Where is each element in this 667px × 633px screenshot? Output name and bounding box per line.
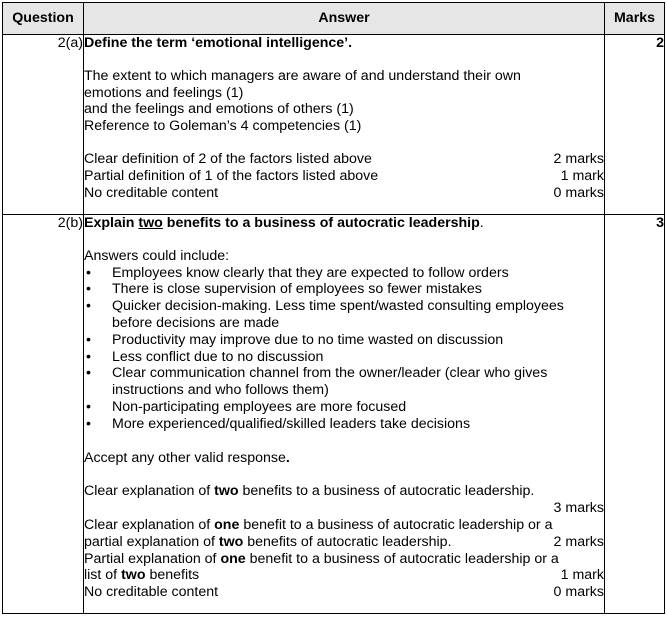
- answer-cell: [84, 35, 605, 215]
- list-item: • Non-participating employees are more focused: [84, 399, 604, 416]
- answer-line: emotions and feelings (1): [84, 84, 244, 101]
- mark-band: [84, 168, 604, 185]
- level-3-descriptor: Clear explanation of two benefits to a business of autocratic leadership.: [84, 483, 535, 500]
- answer-line: and the feelings and emotions of others (1): [84, 101, 354, 118]
- level-2-marks: 2 marks: [553, 533, 604, 550]
- level-3-marks: 3 marks: [553, 500, 604, 517]
- level-2-descriptor-line: partial explanation of two benefits of autocratic leadership. 2 marks: [84, 533, 604, 550]
- list-item: • Employees know clearly that they are expected to follow orders: [84, 265, 604, 282]
- answer-header: Answer: [84, 3, 605, 35]
- mark-band-description: Clear definition of 2 of the factors listed above: [84, 150, 372, 167]
- marks-header: Marks: [605, 3, 665, 35]
- answer-cell: [84, 215, 605, 614]
- question-marks: 3: [605, 215, 665, 614]
- mark-band-description: No creditable content: [84, 184, 219, 201]
- list-item: • More experienced/qualified/skilled leaders take decisions: [84, 416, 604, 433]
- keyword-two: two: [138, 215, 163, 231]
- mark-band-marks: 1 mark: [560, 167, 604, 184]
- level-0-marks: 0 marks: [553, 584, 604, 601]
- question-number: 2(a): [3, 35, 84, 215]
- header-row: [3, 3, 665, 35]
- mark-scheme-table: [2, 2, 665, 614]
- level-1-descriptor-line: list of two benefits 1 mark: [84, 567, 604, 584]
- accept-note: Accept any other valid response.: [84, 449, 290, 466]
- mark-band: [84, 151, 604, 168]
- list-item: • Less conflict due to no discussion: [84, 349, 604, 366]
- list-item: • Quicker decision-making. Less time spent/wasted consulting employees before decisions are made: [84, 298, 604, 332]
- list-item: • There is close supervision of employees so fewer mistakes: [84, 281, 604, 298]
- question-row-2b: [3, 215, 665, 614]
- answers-intro: Answers could include:: [84, 247, 230, 264]
- question-header: Question: [3, 3, 84, 35]
- list-item: • Productivity may improve due to no time wasted on discussion: [84, 332, 604, 349]
- answer-line: Reference to Goleman’s 4 competencies (1): [84, 118, 362, 135]
- question-row-2a: [3, 35, 665, 215]
- question-title: Define the term ‘emotional intelligence’.: [84, 35, 353, 51]
- list-item: • Clear communication channel from the owner/leader (clear who gives instructions and who follows them): [84, 365, 604, 399]
- question-number: 2(b): [3, 215, 84, 614]
- level-0-descriptor: No creditable content 0 marks: [84, 584, 604, 601]
- question-title: Explain two benefits to a business of autocratic leadership.: [84, 215, 484, 231]
- mark-band: [84, 185, 604, 202]
- question-marks: 2: [605, 35, 665, 215]
- answer-line: The extent to which managers are aware of and understand their own: [84, 67, 521, 84]
- mark-band-description: Partial definition of 1 of the factors listed above: [84, 167, 379, 184]
- level-2-descriptor: Clear explanation of one benefit to a business of autocratic leadership or a: [84, 516, 553, 533]
- benefits-list: [84, 265, 604, 433]
- mark-band-marks: 0 marks: [553, 184, 604, 201]
- level-1-descriptor: Partial explanation of one benefit to a business of autocratic leadership or a: [84, 550, 559, 567]
- level-1-marks: 1 mark: [560, 567, 604, 584]
- mark-band-marks: 2 marks: [553, 150, 604, 167]
